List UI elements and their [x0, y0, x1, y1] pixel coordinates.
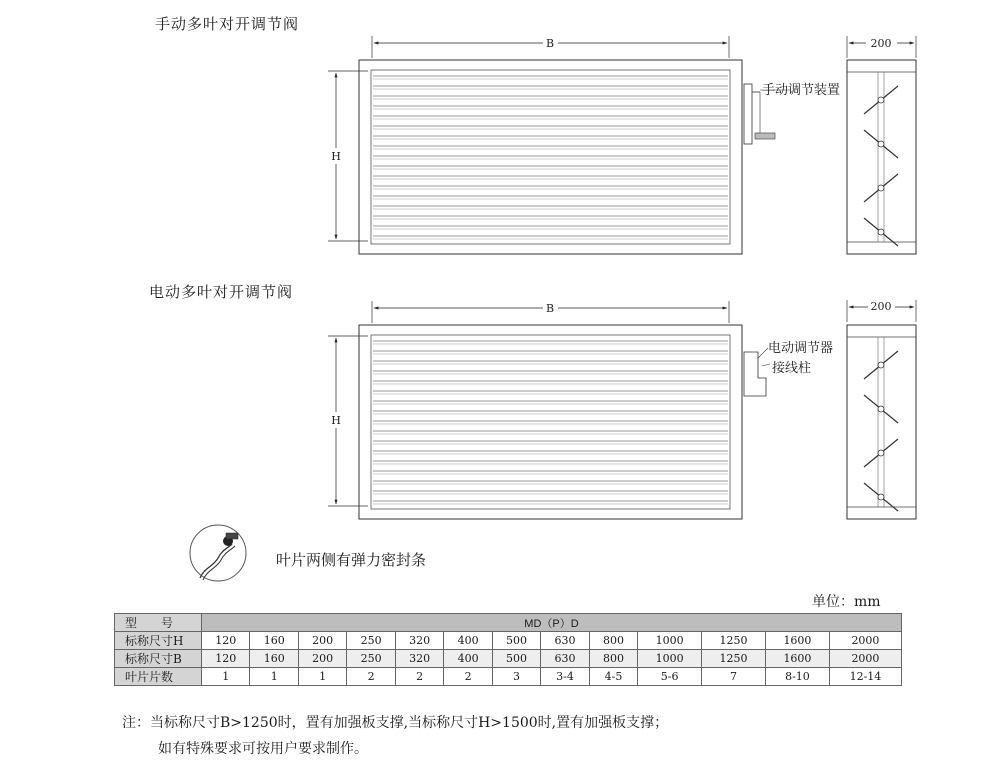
row-header-model: 型 号 — [115, 614, 202, 632]
table-cell: 160 — [250, 632, 298, 650]
spec-table — [114, 613, 902, 686]
table-row-b — [115, 650, 902, 668]
row-header-b: 标称尺寸B — [115, 650, 202, 668]
table-cell: 5-6 — [638, 668, 702, 686]
table-cell: 500 — [492, 650, 540, 668]
table-cell: 200 — [298, 632, 346, 650]
manual-damper-title: 手动多叶对开调节阀 — [155, 15, 300, 33]
table-cell: 7 — [702, 668, 766, 686]
dimension-h-label-electric: H — [331, 414, 341, 427]
electric-device-callout: 电动调节器 — [768, 341, 834, 356]
table-cell: 12-14 — [829, 668, 901, 686]
dimension-h-label: H — [331, 150, 341, 163]
unit-label: 单位：mm — [812, 594, 881, 610]
table-cell: 4-5 — [589, 668, 637, 686]
note-line-1: 注：当标称尺寸B>1250时，置有加强板支撑,当标称尺寸H>1500时,置有加强板支撑； — [122, 715, 669, 731]
table-cell: 2 — [395, 668, 443, 686]
dimension-b-label: B — [545, 37, 555, 50]
table-row-h — [115, 632, 902, 650]
table-cell: 800 — [589, 632, 637, 650]
table-cell: 1250 — [702, 632, 766, 650]
table-cell: 160 — [250, 650, 298, 668]
table-cell: 2000 — [829, 650, 901, 668]
table-cell: 2000 — [829, 632, 901, 650]
blade-pivot — [878, 406, 884, 412]
manual-device-callout: 手动调节装置 — [762, 83, 841, 98]
blade-pivot — [878, 141, 884, 147]
blade-pivot — [878, 229, 884, 235]
manual-front-view — [328, 36, 790, 254]
table-row-blades — [115, 668, 902, 686]
table-cell: 3 — [492, 668, 540, 686]
manual-side-view — [847, 36, 916, 254]
table-cell: 1 — [298, 668, 346, 686]
table-cell: 2 — [347, 668, 395, 686]
table-cell: 400 — [444, 632, 492, 650]
electric-front-view — [328, 301, 770, 519]
row-header-blades: 叶片片数 — [115, 668, 202, 686]
table-cell: 400 — [444, 650, 492, 668]
seal-note: 叶片两侧有弹力密封条 — [276, 551, 427, 569]
electric-damper-title: 电动多叶对开调节阀 — [149, 283, 294, 301]
table-cell: 2 — [444, 668, 492, 686]
table-cell: 1250 — [702, 650, 766, 668]
table-cell: 320 — [395, 650, 443, 668]
table-cell: 320 — [395, 632, 443, 650]
table-cell: 200 — [298, 650, 346, 668]
table-cell: 1 — [202, 668, 250, 686]
blade-pivot — [878, 362, 884, 368]
table-cell: 1600 — [766, 632, 830, 650]
terminal-callout: 接线柱 — [772, 361, 812, 376]
blade-pivot — [878, 450, 884, 456]
table-cell: 8-10 — [766, 668, 830, 686]
table-cell: 120 — [202, 650, 250, 668]
model-cell: MD（P）D — [202, 614, 902, 632]
table-cell: 250 — [347, 650, 395, 668]
table-cell: 630 — [541, 632, 589, 650]
blade-pivot — [878, 97, 884, 103]
row-header-h: 标称尺寸H — [115, 632, 202, 650]
table-cell: 500 — [492, 632, 540, 650]
blade-pivot — [878, 494, 884, 500]
table-cell: 1600 — [766, 650, 830, 668]
table-row-model — [115, 614, 902, 632]
dimension-depth-label-electric: 200 — [870, 300, 892, 313]
electric-side-view — [847, 300, 916, 519]
table-cell: 3-4 — [541, 668, 589, 686]
table-cell: 120 — [202, 632, 250, 650]
table-cell: 630 — [541, 650, 589, 668]
dimension-depth-label: 200 — [870, 37, 892, 50]
dimension-b-label-electric: B — [545, 302, 555, 315]
blade-pivot — [878, 185, 884, 191]
table-cell: 1000 — [638, 632, 702, 650]
table-cell: 1000 — [638, 650, 702, 668]
seal-detail — [190, 525, 246, 581]
note-line-2: 如有特殊要求可按用户要求制作。 — [158, 741, 368, 757]
table-cell: 250 — [347, 632, 395, 650]
table-cell: 800 — [589, 650, 637, 668]
table-cell: 1 — [250, 668, 298, 686]
